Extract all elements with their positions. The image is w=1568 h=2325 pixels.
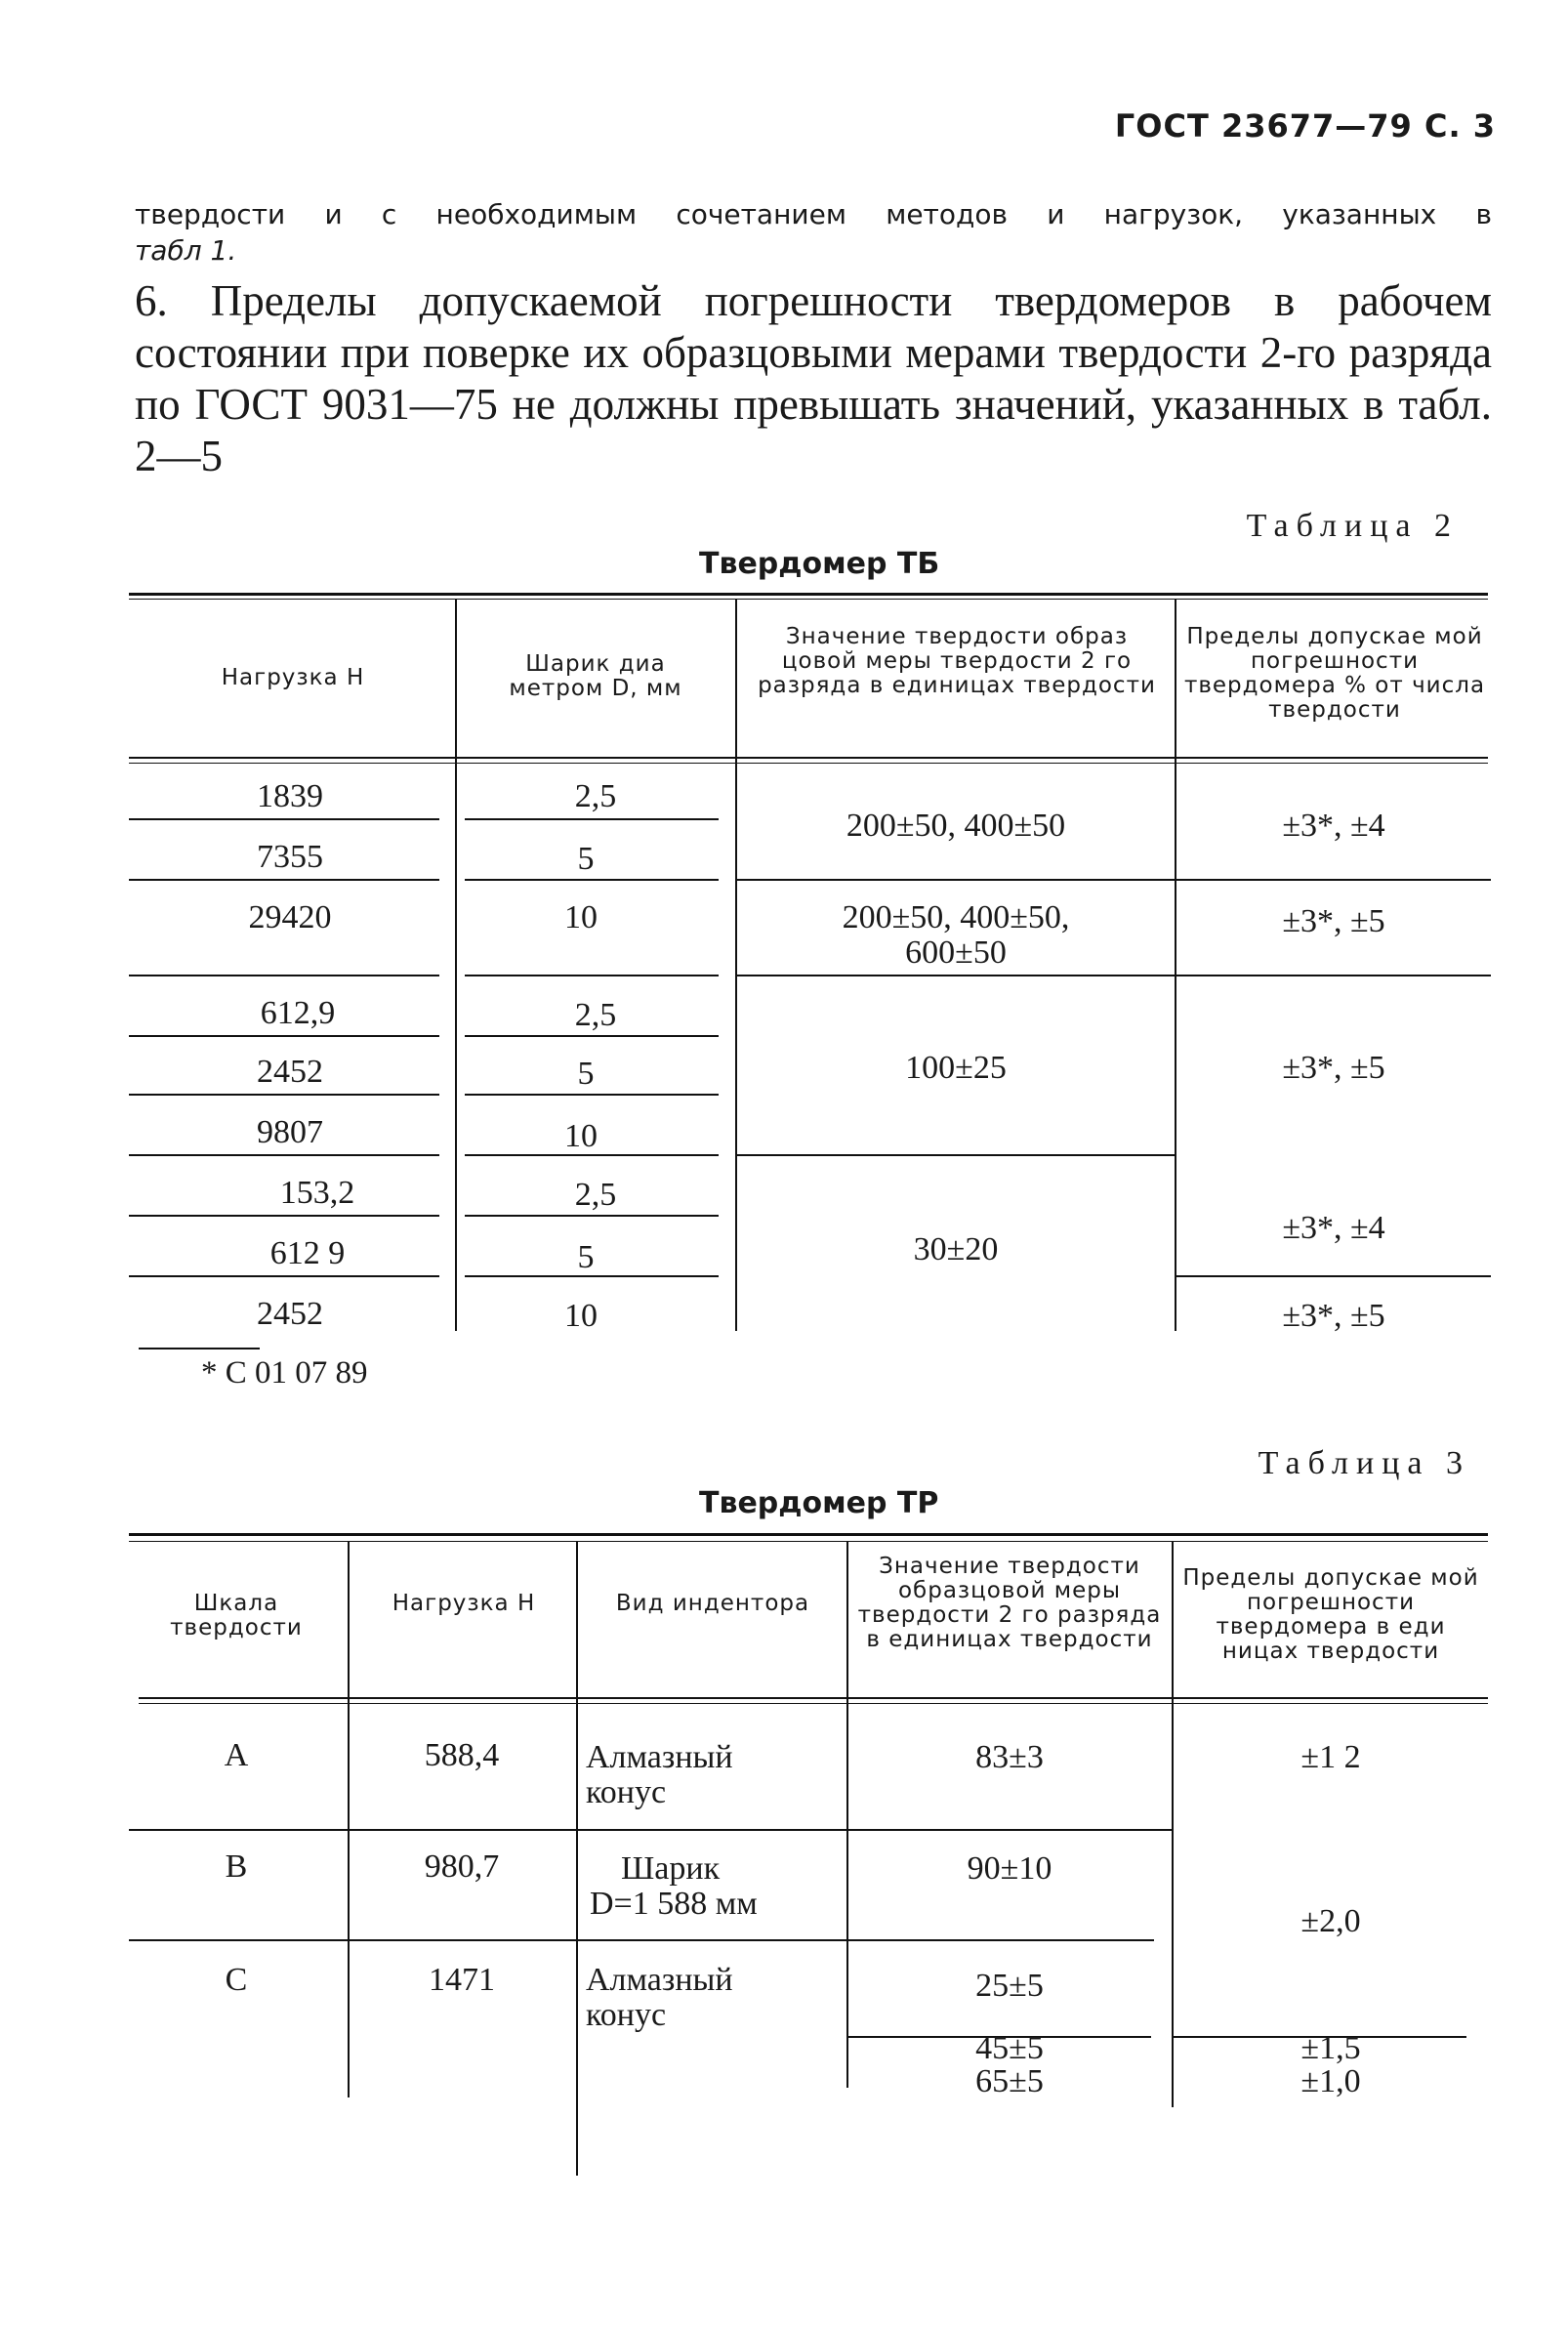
table2-row-value: 200±50, 400±50, xyxy=(842,899,1070,935)
table3-row-limit: ±2,0 xyxy=(1300,1903,1361,1939)
table2-row-ball: 2,5 xyxy=(574,997,617,1033)
table2-row-ball: 10 xyxy=(564,899,598,935)
table2-row-value: 600±50 xyxy=(905,934,1007,971)
table2-row-ball: 10 xyxy=(564,1118,598,1154)
table3-row-load: 588,4 xyxy=(424,1737,500,1773)
table3-row-limit: ±1 2 xyxy=(1300,1739,1361,1775)
table2-row-value: 100±25 xyxy=(905,1050,1007,1086)
table2-row-ball: 5 xyxy=(577,1239,595,1275)
table3-row-load: 1471 xyxy=(429,1962,495,1998)
table3-row-scale: А xyxy=(224,1737,249,1773)
table2-row-load: 612 9 xyxy=(269,1235,346,1271)
table3-row-load: 980,7 xyxy=(424,1848,500,1885)
table3-row-indenter: конус xyxy=(586,1997,667,2033)
table2-header-value: Значение твердости образ цовой меры твердости 2 го разряда в единицах твердости xyxy=(758,624,1156,698)
page-header: ГОСТ 23677—79 С. 3 xyxy=(1114,107,1496,145)
table2-row-limit: ±3*, ±5 xyxy=(1282,903,1385,939)
table3-header-load: Нагрузка Н xyxy=(392,1591,536,1616)
table3-row-value: 45±5 xyxy=(975,2030,1044,2066)
table2-header-limit: Пределы допускае мой погрешности твердомера % от числа твердости xyxy=(1183,624,1486,723)
table3-row-indenter: D=1 588 мм xyxy=(590,1886,758,1922)
table3-header-limit: Пределы допускае мой погрешности твердомера в еди ницах твердости xyxy=(1182,1565,1479,1664)
intro-line-2: табл 1. xyxy=(135,234,237,267)
table3-row-indenter: Шарик xyxy=(621,1850,721,1887)
table2-header-ball: Шарик диа метром D, мм xyxy=(509,651,682,701)
table2-row-load: 2452 xyxy=(257,1054,323,1090)
table3-row-indenter: Алмазный xyxy=(586,1739,733,1775)
table2-row-limit: ±3*, ±4 xyxy=(1282,808,1385,844)
table2-footnote: * С 01 07 89 xyxy=(201,1355,368,1391)
table3-title: Твердомер ТР xyxy=(699,1486,939,1520)
table2-row-load: 29420 xyxy=(248,899,332,935)
table2-row-ball: 5 xyxy=(577,841,595,877)
table2-row-load: 7355 xyxy=(257,839,323,875)
table3-row-limit: ±1,0 xyxy=(1300,2063,1361,2099)
table3-row-limit: ±1,5 xyxy=(1300,2030,1361,2066)
table3-row-value: 90±10 xyxy=(967,1850,1052,1887)
table2-row-load: 153,2 xyxy=(279,1175,355,1211)
table2-row-value: 30±20 xyxy=(913,1231,999,1267)
table2-row-load: 1839 xyxy=(257,778,323,814)
table2-row-load: 9807 xyxy=(257,1114,323,1150)
table3-header-indenter: Вид индентора xyxy=(615,1591,810,1616)
table2-row-ball: 5 xyxy=(577,1056,595,1092)
table3-row-scale: В xyxy=(225,1848,248,1885)
table2-row-ball: 2,5 xyxy=(574,1177,617,1213)
table2-row-limit: ±3*, ±4 xyxy=(1282,1210,1385,1246)
table2-row-limit: ±3*, ±5 xyxy=(1282,1298,1385,1334)
table3-row-indenter: конус xyxy=(586,1774,667,1810)
table3-header-scale: Шкала твердости xyxy=(170,1591,303,1640)
table3-row-indenter: Алмазный xyxy=(586,1962,733,1998)
table2-row-load: 612,9 xyxy=(260,995,336,1031)
table2-caption: Таблица 2 xyxy=(1246,508,1459,544)
table2-row-load: 2452 xyxy=(257,1296,323,1332)
intro-line-1: твердости и с необходимым сочетанием методов и нагрузок, указанных в xyxy=(135,198,1492,230)
table3-caption: Таблица 3 xyxy=(1258,1445,1470,1481)
table2-row-limit: ±3*, ±5 xyxy=(1282,1050,1385,1086)
table2-title: Твердомер ТБ xyxy=(699,547,940,581)
table2-row-ball: 2,5 xyxy=(574,778,617,814)
table3-row-scale: С xyxy=(225,1962,248,1998)
table2-row-value: 200±50, 400±50 xyxy=(846,808,1066,844)
paragraph-6: 6. Пределы допускаемой погрешности твердомеров в рабочем состоянии при поверке их образцовыми мерами твердости 2-го разряда по ГОСТ 9031—75 не должны превышать значений, указанных в табл. 2—5 xyxy=(135,276,1492,480)
table2-header-load: Нагрузка Н xyxy=(221,665,365,690)
table3-header-value: Значение твердости образцовой меры твердости 2 го разряда в единицах твердости xyxy=(857,1554,1162,1652)
table3-row-value: 83±3 xyxy=(975,1739,1044,1775)
table2-row-ball: 10 xyxy=(564,1298,598,1334)
table3-row-value: 65±5 xyxy=(975,2063,1044,2099)
table3-row-value: 25±5 xyxy=(975,1968,1044,2004)
